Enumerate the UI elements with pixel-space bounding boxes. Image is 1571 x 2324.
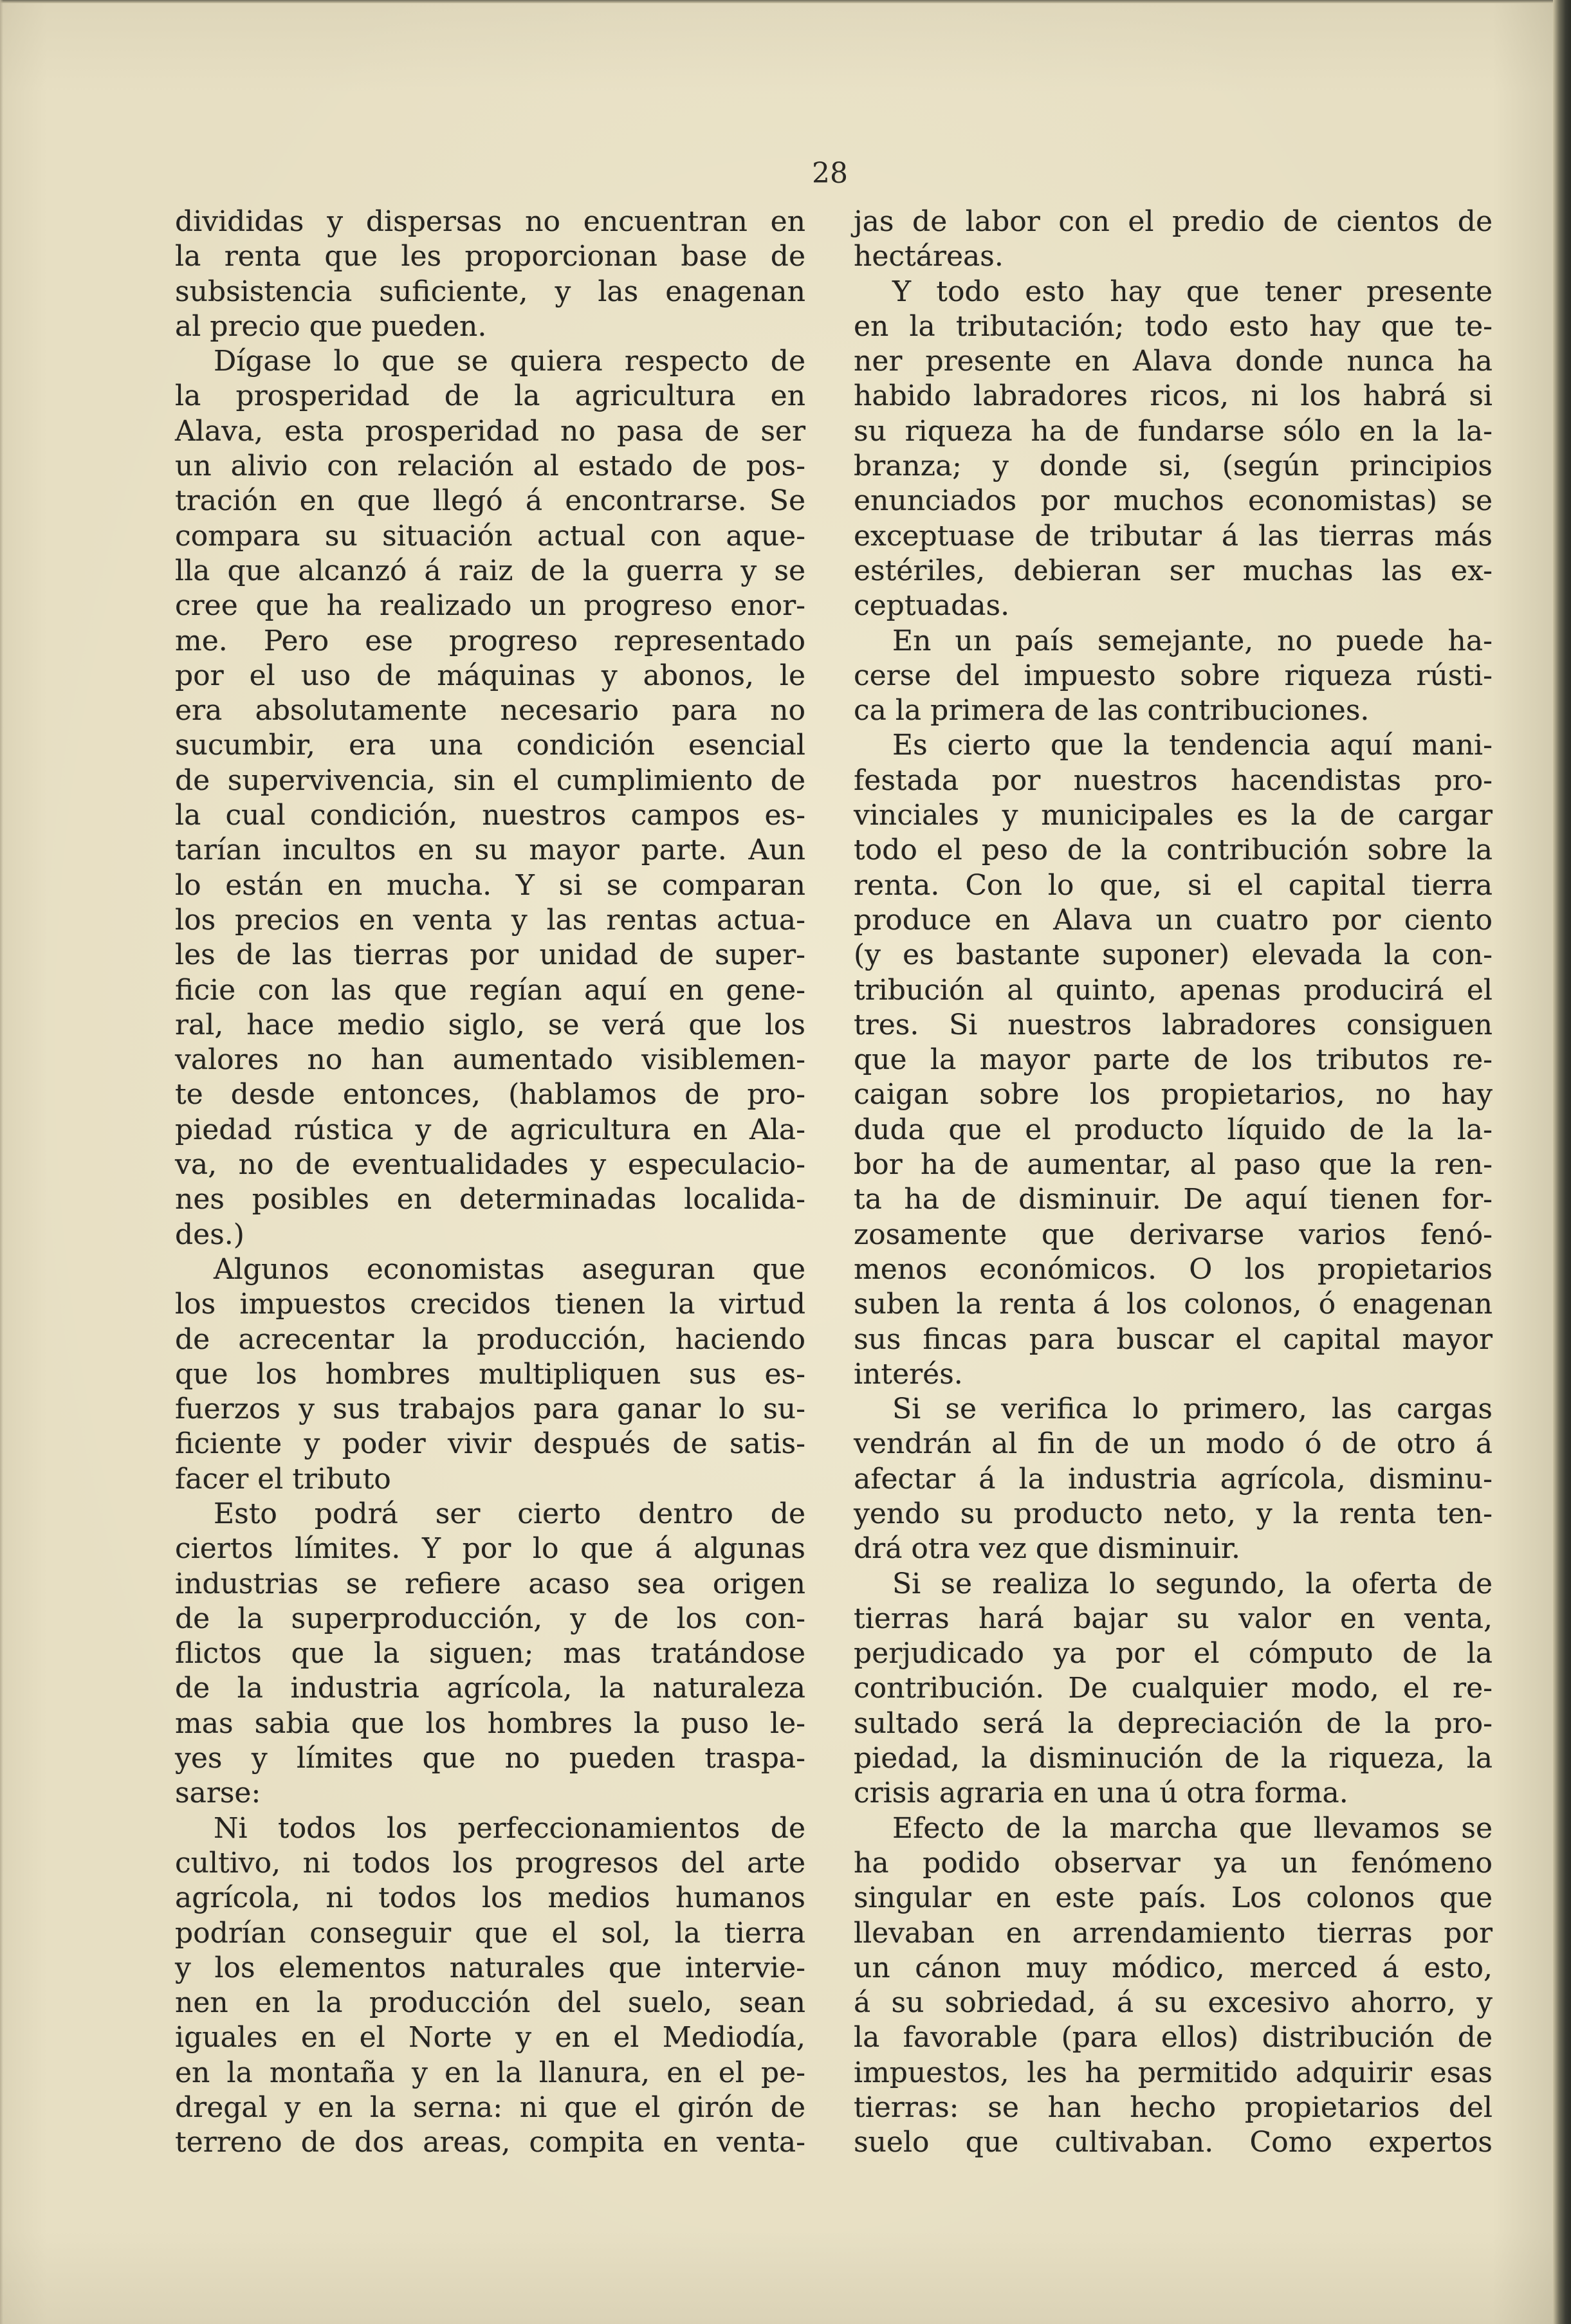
text-line: branza; y donde si, (según principios [854, 450, 1493, 483]
text-line: tribución al quinto, apenas producirá el [854, 973, 1493, 1007]
text-line: renta. Con lo que, si el capital tierra [854, 868, 1493, 902]
text-line: tarían incultos en su mayor parte. Aun [175, 834, 805, 867]
text-line: zosamente que derivarse varios fenó- [854, 1218, 1493, 1251]
text-line: todo el peso de la contribución sobre la [854, 834, 1493, 867]
text-line: la favorable (para ellos) distribución de [854, 2021, 1493, 2054]
text-line: tierras hará bajar su valor en venta, [854, 1602, 1493, 1635]
text-line: ca la primera de las contribuciones. [854, 694, 1370, 727]
text-line: produce en Alava un cuatro por ciento [854, 903, 1493, 937]
text-line: ciertos límites. Y por lo que á algunas [175, 1532, 805, 1566]
text-line: la cual condición, nuestros campos es- [175, 799, 805, 832]
text-line: ta ha de disminuir. De aquí tienen for- [854, 1183, 1493, 1216]
text-line: ficiente y poder vivir después de satis- [175, 1427, 805, 1461]
paragraph [854, 205, 1493, 275]
text-line: me. Pero ese progreso representado [175, 624, 805, 657]
text-line: nen en la producción del suelo, sean [175, 1986, 805, 2020]
text-line: subsistencia suficiente, y las enagenan [175, 275, 805, 308]
right-column [854, 205, 1493, 2161]
text-line: dregal y en la serna: ni que el girón de [175, 2091, 805, 2125]
paragraph [854, 1392, 1493, 1566]
text-line: piedad rústica y de agricultura en Ala- [175, 1113, 805, 1146]
text-line: sarse: [175, 1777, 261, 1810]
text-line: vinciales y municipales es la de cargar [854, 799, 1493, 832]
paragraph [854, 728, 1493, 1392]
text-line: ha podido observar ya un fenómeno [854, 1846, 1493, 1880]
text-line: compara su situación actual con aque- [175, 519, 805, 553]
text-line: de la superproducción, y de los con- [175, 1602, 805, 1635]
text-line: caigan sobre los propietarios, no hay [854, 1078, 1493, 1112]
text-line: contribución. De cualquier modo, el re- [854, 1672, 1493, 1705]
text-line: los impuestos crecidos tienen la virtud [175, 1288, 805, 1321]
text-line: tres. Si nuestros labradores consiguen [854, 1008, 1493, 1041]
text-line: En un país semejante, no puede ha- [892, 624, 1493, 657]
text-line: un cánon muy módico, merced á esto, [854, 1951, 1493, 1984]
text-line: era absolutamente necesario para no [175, 694, 805, 727]
text-line: divididas y dispersas no encuentran en [175, 205, 805, 238]
text-line: la prosperidad de la agricultura en [175, 380, 805, 413]
text-line: bor ha de aumentar, al paso que la ren- [854, 1148, 1493, 1182]
text-line: enunciados por muchos economistas) se [854, 484, 1493, 518]
text-line: Es cierto que la tendencia aquí mani- [892, 729, 1493, 762]
page-edge-shadow [1553, 0, 1571, 2324]
paragraph [854, 624, 1493, 729]
text-line: cree que ha realizado un progreso enor- [175, 589, 805, 623]
text-line: jas de labor con el predio de cientos de [854, 205, 1493, 238]
text-line: drá otra vez que disminuir. [854, 1532, 1240, 1566]
text-line: nes posibles en determinadas localida- [175, 1183, 805, 1216]
text-line: que los hombres multipliquen sus es- [175, 1357, 805, 1391]
paragraph [175, 205, 805, 344]
text-line: en la tributación; todo esto hay que te- [854, 309, 1493, 343]
page-top-edge [0, 0, 1571, 3]
text-line: por el uso de máquinas y abonos, le [175, 659, 805, 692]
text-line: agrícola, ni todos los medios humanos [175, 1881, 805, 1915]
text-line: des.) [175, 1218, 244, 1251]
page-left-edge [0, 0, 3, 2324]
text-line: Ni todos los perfeccionamientos de [214, 1811, 805, 1845]
text-line: á su sobriedad, á su excesivo ahorro, y [854, 1986, 1493, 2020]
text-line: industrias se refiere acaso sea origen [175, 1567, 805, 1600]
text-line: habido labradores ricos, ni los habrá si [854, 380, 1493, 413]
page-number: 28 [812, 157, 848, 190]
text-line: va, no de eventualidades y especulacio- [175, 1148, 805, 1182]
text-line: crisis agraria en una ú otra forma. [854, 1777, 1348, 1810]
text-line: fuerzos y sus trabajos para ganar lo su- [175, 1393, 805, 1426]
text-line: iguales en el Norte y en el Mediodía, [175, 2021, 805, 2054]
text-line: interés. [854, 1357, 963, 1391]
text-line: Algunos economistas aseguran que [214, 1252, 805, 1286]
text-line: sucumbir, era una condición esencial [175, 729, 805, 762]
text-line: llevaban en arrendamiento tierras por [854, 1916, 1493, 1950]
text-line: de supervivencia, sin el cumplimiento de [175, 764, 805, 797]
text-line: mas sabia que los hombres la puso le- [175, 1706, 805, 1740]
paragraph [854, 275, 1493, 624]
text-line: ficie con las que regían aquí en gene- [175, 973, 805, 1007]
text-line: tierras: se han hecho propietarios del [854, 2091, 1493, 2125]
text-line: al precio que pueden. [175, 309, 487, 343]
text-line: perjudicado ya por el cómputo de la [854, 1637, 1493, 1670]
text-line: tración en que llegó á encontrarse. Se [175, 484, 805, 518]
paragraph [175, 344, 805, 1252]
text-line: estériles, debieran ser muchas las ex- [854, 554, 1493, 587]
text-line: flictos que la siguen; mas tratándose [175, 1637, 805, 1670]
text-line: facer el tributo [175, 1462, 391, 1496]
text-line: singular en este país. Los colonos que [854, 1881, 1493, 1915]
text-line: exceptuase de tributar á las tierras más [854, 519, 1493, 553]
text-line: en la montaña y en la llanura, en el pe- [175, 2056, 805, 2089]
text-line: Dígase lo que se quiera respecto de [214, 345, 805, 378]
text-line: sus fincas para buscar el capital mayor [854, 1322, 1493, 1356]
text-line: un alivio con relación al estado de pos- [175, 450, 805, 483]
left-column [175, 205, 805, 2161]
paragraph [854, 1811, 1493, 2161]
text-line: de acrecentar la producción, haciendo [175, 1322, 805, 1356]
text-line: te desde entonces, (hablamos de pro- [175, 1078, 805, 1112]
text-line: y los elementos naturales que intervie- [175, 1951, 805, 1984]
text-line: yendo su producto neto, y la renta ten- [854, 1497, 1493, 1530]
text-line: de la industria agrícola, la naturaleza [175, 1672, 805, 1705]
text-line: yes y límites que no pueden traspa- [175, 1742, 805, 1775]
text-line: afectar á la industria agrícola, disminu- [854, 1462, 1493, 1496]
text-line: terreno de dos areas, compita en venta- [175, 2126, 805, 2159]
text-line: menos económicos. O los propietarios [854, 1252, 1493, 1286]
text-line: Y todo esto hay que tener presente [892, 275, 1493, 308]
text-line: sultado será la depreciación de la pro- [854, 1706, 1493, 1740]
text-line: lo están en mucha. Y si se comparan [175, 868, 805, 902]
paragraph [175, 1497, 805, 1811]
paragraph [175, 1252, 805, 1497]
text-line: festada por nuestros hacendistas pro- [854, 764, 1493, 797]
text-line: vendrán al fin de un modo ó de otro á [854, 1427, 1493, 1461]
text-line: Alava, esta prosperidad no pasa de ser [175, 414, 805, 448]
text-line: ral, hace medio siglo, se verá que los [175, 1008, 805, 1041]
text-line: su riqueza ha de fundarse sólo en la la- [854, 414, 1493, 448]
text-line: piedad, la disminución de la riqueza, la [854, 1742, 1493, 1775]
text-line: impuestos, les ha permitido adquirir esas [854, 2056, 1493, 2089]
text-line: (y es bastante suponer) elevada la con- [854, 938, 1493, 972]
text-line: suben la renta á los colonos, ó enagenan [854, 1288, 1493, 1321]
text-line: cultivo, ni todos los progresos del arte [175, 1846, 805, 1880]
text-line: Si se verifica lo primero, las cargas [892, 1393, 1493, 1426]
text-line: valores no han aumentado visiblemen- [175, 1043, 805, 1077]
paragraph [854, 1567, 1493, 1811]
text-line: los precios en venta y las rentas actua- [175, 903, 805, 937]
text-line: Efecto de la marcha que llevamos se [892, 1811, 1493, 1845]
text-line: Esto podrá ser cierto dentro de [214, 1497, 805, 1530]
paragraph [175, 1811, 805, 2161]
text-line: duda que el producto líquido de la la- [854, 1113, 1493, 1146]
text-line: lla que alcanzó á raiz de la guerra y se [175, 554, 805, 587]
text-line: que la mayor parte de los tributos re- [854, 1043, 1493, 1077]
text-line: ner presente en Alava donde nunca ha [854, 345, 1493, 378]
text-line: Si se realiza lo segundo, la oferta de [892, 1567, 1493, 1600]
text-line: suelo que cultivaban. Como expertos [854, 2126, 1493, 2159]
text-line: la renta que les proporcionan base de [175, 240, 805, 273]
text-line: les de las tierras por unidad de super- [175, 938, 805, 972]
text-line: ceptuadas. [854, 589, 1010, 623]
text-line: hectáreas. [854, 240, 1004, 273]
text-line: podrían conseguir que el sol, la tierra [175, 1916, 805, 1950]
text-line: cerse del impuesto sobre riqueza rústi- [854, 659, 1493, 692]
